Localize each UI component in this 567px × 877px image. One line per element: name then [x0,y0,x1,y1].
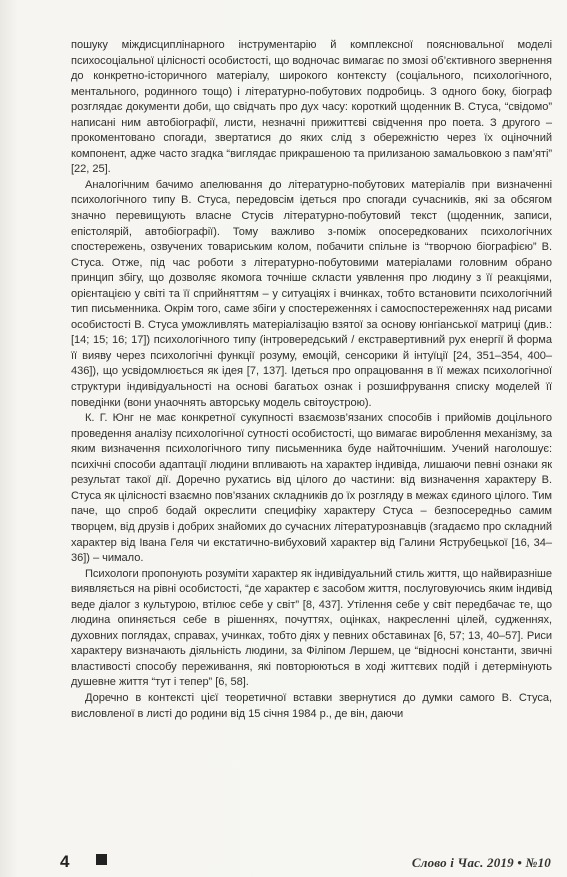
paragraph-analogical: Аналогічним бачимо апелювання до літературно-побутових матеріалів при визначенні психологічного типу В. Стуса, передовсім ідеться про спогади сучасників, які за обсягом значно перевищують власне Стусів літературно-побутовий текст (щоденник, записи, епістолярій, автобіографії). Тому важливо з-поміж опосередкованих психологічних спостережень, озвучених товариським колом, побачити спільне із “творчою біографією” В. Стуса. Отже, під час роботи з літературно-побутовими матеріалами головним обрано принцип збігу, що дозволяє якомога точніше скласти уявлення про людину з її реакціями, орієнтацією у світі та її сприйняттям – у ситуаціях і вчинках, тобто встановити психологічний тип письменника. Окрім того, саме збіги у спостереженнях і самоспостереженнях над рисами особистості В. Стуса уможливлять матеріалізацію взятої за основу юнгіанської матриці (див.: [14; 15; 16; 17]) психологічного типу (інтровередський / екстравертивний рух енергії й форма її вияву через психологічні функції розуму, емоцій, сенсорики й інтуїції [24, 351–354, 400–436]), що усвідомлюється як ідея [7, 137]. Ідеться про опрацювання в її межах психологічної структури індивідуальності на основі багатьох ознак і розшифрування списку моделей її поведінки (вони унаочнять авторську модель світоустрою). [71,178,552,409]
square-marker-icon [96,854,107,865]
journal-title: Слово і Час. 2019 • №10 [411,855,551,870]
paragraph-psychologists: Психологи пропонують розуміти характер як індивідуальний стиль життя, що найвиразніше виявляється на рівні особистості, “де характер є засобом життя, послуговуючись яким індивід веде діалог з культурою, втілює себе у світ” [8, 437]. Утілення себе у світ передбачає те, що людина опиняється себе в рішеннях, почуттях, оцінках, накресленні цілей, судженнях, духовних поглядах, справах, учинках, тобто діях у певних обставинах [6, 57; 13, 40–57]. Риси характеру визначають діяльність людини, за Філіпом Лершем, це “відносні константи, звичні властивості способу переживання, які повторюються в ході життєвих подій і детермінують душевне життя “тут і тепер” [6, 58]. [71,567,552,689]
paragraph-stus-letter: Доречно в контексті цієї теоретичної вставки звернутися до думки самого В. Стуса, висловленої в листі до родини від 15 січня 1984 р., де він, даючи [71,691,552,720]
page-number: 4 [60,852,70,871]
paragraph-continuation: пошуку міждисциплінарного інструментарію й комплексної пояснювальної моделі психосоціальної цілісності особистості, що водночас вимагає по змозі об’єктивного звернення до конкретно-історичного матеріалу, широкого контексту (соціального, психологічного, ментального, родинного тощо) і літературно-побутових подробиць. З одного боку, біограф розглядає документи доби, що свідчать про дух часу: короткий щоденник В. Стуса, “свідомо” написані ним автобіографії, листи, незначні прижиттєві свідчення про поета. З другого – прокоментовано спогади, звертатися до яких слід з обережністю через їх оціночний компонент, адже часто згадка “виглядає прикрашеною та прилизаною замальовкою з пам’яті” [22, 25]. [71,39,552,176]
article-body [71,38,552,722]
page-footer [0,838,567,871]
paragraph-jung: К. Г. Юнг не має конкретної сукупності взаємозв’язаних способів і прийомів доцільного проведення аналізу психологічної сутності особистості, що вимагає вироблення механізму, за яким визначення психологічного типу письменника буде найточнішим. Учений наголошує: психічні способи адаптації людини впливають на характер індивіда, лишаючи певні ознаки як результат такої дії. Доречно рухатись від цілого до частини: від визначення характеру В. Стуса як цілісності взаємно пов’язаних складників до їх розгляду в межах єдиного цілого. Тим паче, що спроб бодай окреслити специфіку характеру Стуса – безпосередньо самим творцем, від друзів і добрих знайомих до сучасних літературознавців (згадаємо про складний характер від Івана Геля чи екстатично-вибуховий характер від Галини Яструбецької [16, 34–36]) – чимало. [71,412,552,565]
